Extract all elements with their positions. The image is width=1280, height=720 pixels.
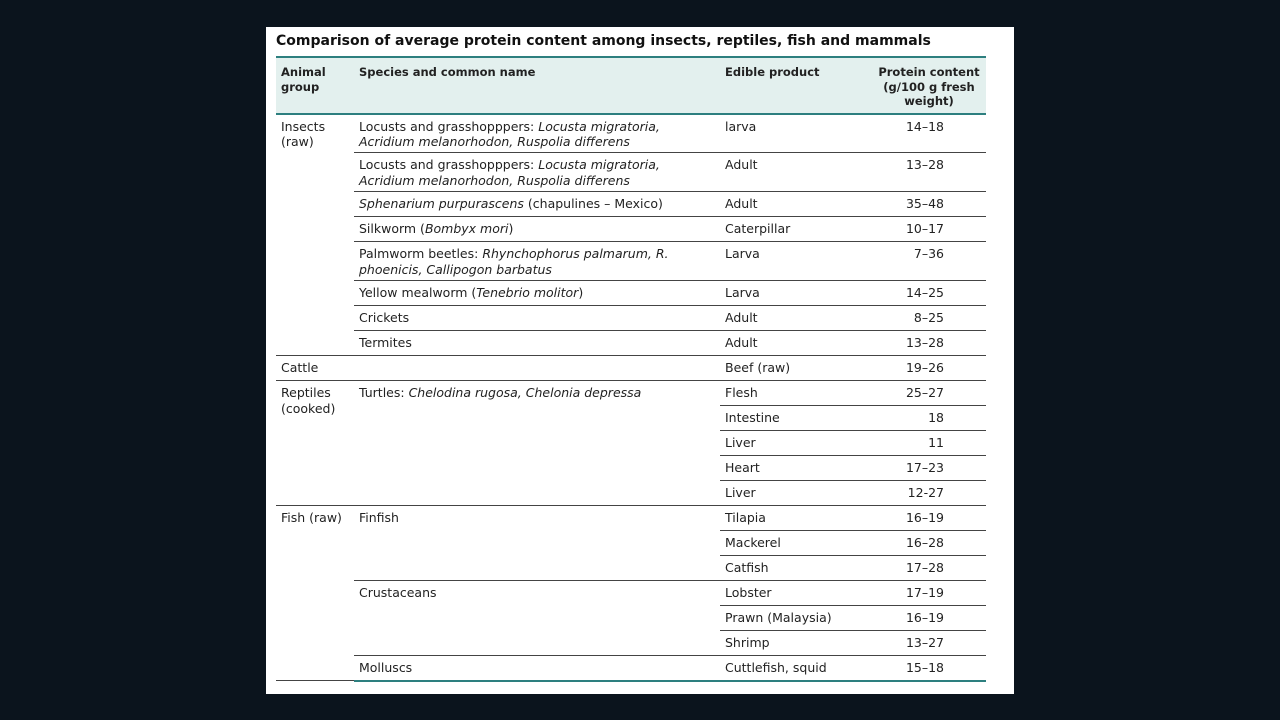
- product-cell: Adult: [720, 153, 872, 192]
- protein-cell: 16–19: [872, 506, 986, 531]
- group-reptiles: Reptiles (cooked): [276, 381, 354, 506]
- table-row: [276, 217, 986, 242]
- species-sphenarium: [354, 192, 720, 217]
- species-suffix: ): [578, 285, 584, 300]
- species-latin: Locusta migratoria, Acridium melanorhodon, Ruspolia differens: [359, 118, 660, 149]
- species-common: Palmworm beetles:: [359, 246, 483, 261]
- species-latin: Bombyx mori: [424, 221, 509, 236]
- protein-cell: 12-27: [872, 481, 986, 506]
- species-common: Silkworm (: [359, 221, 425, 236]
- table-row: [276, 581, 986, 606]
- protein-cell: 18: [872, 406, 986, 431]
- group-fish: Fish (raw): [276, 506, 354, 681]
- species-empty: [354, 356, 720, 381]
- product-cell: Beef (raw): [720, 356, 872, 381]
- species-suffix: ): [508, 221, 514, 236]
- table-row: [276, 153, 986, 192]
- species-common: Yellow mealworm (: [359, 285, 477, 300]
- product-cell: Flesh: [720, 381, 872, 406]
- product-cell: Prawn (Malaysia): [720, 606, 872, 631]
- protein-cell: 14–18: [872, 114, 986, 153]
- product-cell: Adult: [720, 331, 872, 356]
- table-row: [276, 656, 986, 681]
- protein-cell: 13–28: [872, 331, 986, 356]
- group-cattle: Cattle: [276, 356, 354, 381]
- product-cell: Liver: [720, 481, 872, 506]
- header-animal-group: Animal group: [276, 57, 354, 114]
- species-crickets: Crickets: [354, 306, 720, 331]
- protein-cell: 16–28: [872, 531, 986, 556]
- product-cell: Larva: [720, 242, 872, 281]
- species-silkworm: [354, 217, 720, 242]
- table-row: [276, 306, 986, 331]
- table-row: [276, 381, 986, 406]
- species-locusts: [354, 114, 720, 153]
- species-mealworm: [354, 281, 720, 306]
- product-cell: Liver: [720, 431, 872, 456]
- table-row: [276, 242, 986, 281]
- protein-cell: 15–18: [872, 656, 986, 681]
- protein-cell: 35–48: [872, 192, 986, 217]
- document-card: [266, 27, 1014, 694]
- product-cell: Heart: [720, 456, 872, 481]
- protein-cell: 8–25: [872, 306, 986, 331]
- product-cell: Caterpillar: [720, 217, 872, 242]
- species-common: (chapulines – Mexico): [523, 196, 663, 211]
- product-cell: Adult: [720, 192, 872, 217]
- protein-cell: 17–23: [872, 456, 986, 481]
- product-cell: Mackerel: [720, 531, 872, 556]
- product-cell: Intestine: [720, 406, 872, 431]
- species-turtles: [354, 381, 720, 506]
- species-crustaceans: Crustaceans: [354, 581, 720, 656]
- species-termites: Termites: [354, 331, 720, 356]
- protein-cell: 17–28: [872, 556, 986, 581]
- protein-cell: 10–17: [872, 217, 986, 242]
- product-cell: Larva: [720, 281, 872, 306]
- species-molluscs: Molluscs: [354, 656, 720, 681]
- table-row: [276, 331, 986, 356]
- table-row: [276, 114, 986, 153]
- header-edible-product: Edible product: [720, 57, 872, 114]
- table-title: Comparison of average protein content among insects, reptiles, fish and mammals: [276, 33, 931, 49]
- species-latin: Sphenarium purpurascens: [359, 196, 524, 211]
- table-row: [276, 356, 986, 381]
- table-row: [276, 281, 986, 306]
- species-palmworm: [354, 242, 720, 281]
- species-locusts: [354, 153, 720, 192]
- product-cell: Cuttlefish, squid: [720, 656, 872, 681]
- protein-cell: 7–36: [872, 242, 986, 281]
- product-cell: Lobster: [720, 581, 872, 606]
- species-latin: Locusta migratoria, Acridium melanorhodon, Ruspolia differens: [359, 157, 660, 188]
- header-row: [276, 57, 986, 114]
- protein-cell: 11: [872, 431, 986, 456]
- species-finfish: Finfish: [354, 506, 720, 581]
- species-latin: Tenebrio molitor: [476, 285, 579, 300]
- table-row: [276, 506, 986, 531]
- protein-cell: 14–25: [872, 281, 986, 306]
- species-common: Locusts and grasshopppers:: [359, 118, 539, 134]
- product-cell: larva: [720, 114, 872, 153]
- protein-table: [276, 56, 986, 682]
- protein-cell: 25–27: [872, 381, 986, 406]
- product-cell: Catfish: [720, 556, 872, 581]
- product-cell: Adult: [720, 306, 872, 331]
- header-protein-content: Protein content (g/100 g fresh weight): [872, 57, 986, 114]
- species-common: Turtles:: [359, 385, 409, 400]
- product-cell: Shrimp: [720, 631, 872, 656]
- species-latin: Chelodina rugosa, Chelonia depressa: [408, 385, 642, 400]
- species-latin: Rhynchophorus palmarum, R. phoenicis, Callipogon barbatus: [359, 246, 669, 277]
- protein-cell: 13–27: [872, 631, 986, 656]
- table-row: [276, 192, 986, 217]
- protein-cell: 16–19: [872, 606, 986, 631]
- species-common: Locusts and grasshopppers:: [359, 157, 539, 172]
- product-cell: Tilapia: [720, 506, 872, 531]
- group-insects: Insects (raw): [276, 114, 354, 356]
- protein-cell: 17–19: [872, 581, 986, 606]
- protein-cell: 19–26: [872, 356, 986, 381]
- header-species: Species and common name: [354, 57, 720, 114]
- protein-cell: 13–28: [872, 153, 986, 192]
